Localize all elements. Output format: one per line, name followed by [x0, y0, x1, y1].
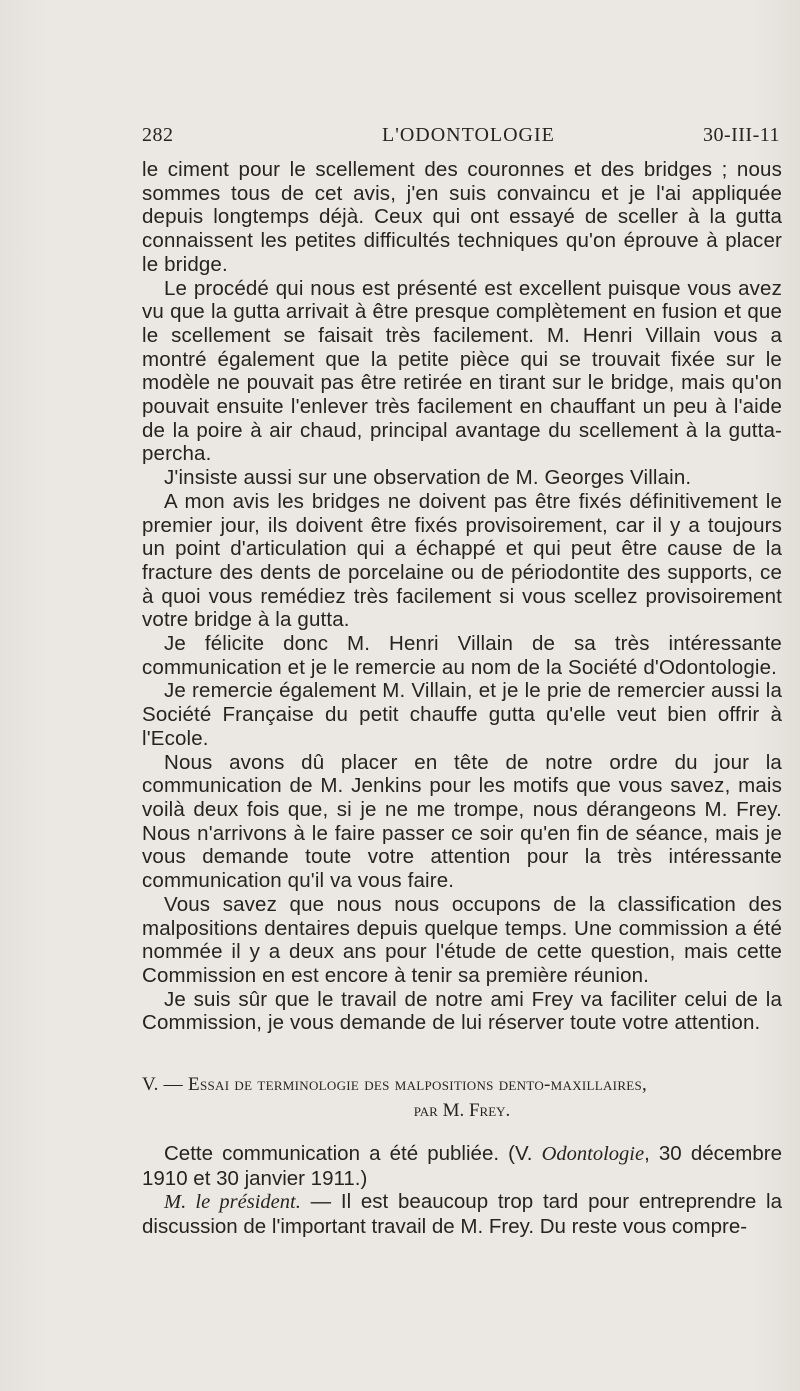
- text-run: Cette communication a été publiée. (V.: [164, 1142, 542, 1165]
- paragraph: Le procédé qui nous est présenté est excellent puisque vous avez vu que la gutta arrivait à être presque complètement en fusion et que le scellement se faisait très facilement. M. Henri Villain vous a montré également que la petite pièce qui se trouvait fixée sur le modèle ne pouvait pas être retirée en tirant sur le bridge, mais qu'on pouvait ensuite l'enlever très facilement en chauffant un peu à l'aide de la poire à air chaud, principal avantage du scellement à la gutta-percha.: [142, 276, 782, 466]
- paragraph: A mon avis les bridges ne doivent pas être fixés définitivement le premier jour, ils doivent être fixés provisoirement, car il y a toujours un point d'articulation qui a échappé et qui peut être cause de la fracture des dents de porcelaine ou de périodontite des supports, ce à quoi vous remédiez très facilement si vous scellez provisoirement votre bridge à la gutta.: [142, 489, 782, 632]
- paragraph: Je suis sûr que le travail de notre ami Frey va faciliter celui de la Commission, je vous demande de lui réserver toute votre attention.: [142, 987, 782, 1035]
- running-header: [142, 124, 782, 154]
- text-run: — Il est beaucoup trop tard pour entreprendre la discussion de l'important travail de M. Frey. Du reste vous compre-: [142, 1190, 782, 1238]
- paragraph: le ciment pour le scellement des couronnes et des bridges ; nous sommes tous de cet avis, j'en suis convaincu et je l'ai appliquée depuis longtemps déjà. Ceux qui ont essayé de sceller à la gutta connaissent les petites difficultés techniques qu'on éprouve à placer le bridge.: [142, 158, 782, 276]
- body-text: [142, 158, 782, 1035]
- paragraph: Je remercie également M. Villain, et je le prie de remercier aussi la Société Française du petit chauffe gutta qu'elle veut bien offrir à l'Ecole.: [142, 679, 782, 750]
- paragraph: Je félicite donc M. Henri Villain de sa très intéressante communication et je le remercie au nom de la Société d'Odontologie.: [142, 632, 782, 679]
- page-number: 282: [142, 124, 174, 146]
- section-number: V. —: [142, 1074, 183, 1095]
- paragraph: [142, 1190, 782, 1238]
- section-heading: [142, 1072, 782, 1124]
- closing-text: [142, 1142, 782, 1238]
- paragraph: Nous avons dû placer en tête de notre ordre du jour la communication de M. Jenkins pour les motifs que vous savez, mais voilà deux fois que, si je ne me trompe, nous dérangeons M. Frey. Nous n'arrivons à le faire passer ce soir qu'en fin de séance, mais je vous demande toute votre attention pour la très intéressante communication qu'il va vous faire.: [142, 750, 782, 893]
- paragraph: Vous savez que nous nous occupons de la classification des malpositions dentaires depuis quelque temps. Une commission a été nommée il y a deux ans pour l'étude de cette question, mais cette Commission en est encore à tenir sa première réunion.: [142, 892, 782, 987]
- section-author: par M. Frey.: [413, 1100, 511, 1121]
- text-run: , 30 décembre 1910 et 30 janvier 1911.): [142, 1142, 782, 1190]
- section-title: Essai de terminologie des malpositions dento-maxillaires,: [188, 1074, 648, 1095]
- paragraph: [142, 1142, 782, 1190]
- journal-title: L'ODONTOLOGIE: [382, 124, 555, 146]
- issue-date: 30-III-11: [702, 124, 780, 146]
- journal-reference: Odontologie: [541, 1143, 645, 1165]
- paragraph: J'insiste aussi sur une observation de M. Georges Villain.: [164, 466, 692, 490]
- section-heading-line1: [142, 1072, 782, 1098]
- speaker-label: M. le président.: [164, 1191, 301, 1214]
